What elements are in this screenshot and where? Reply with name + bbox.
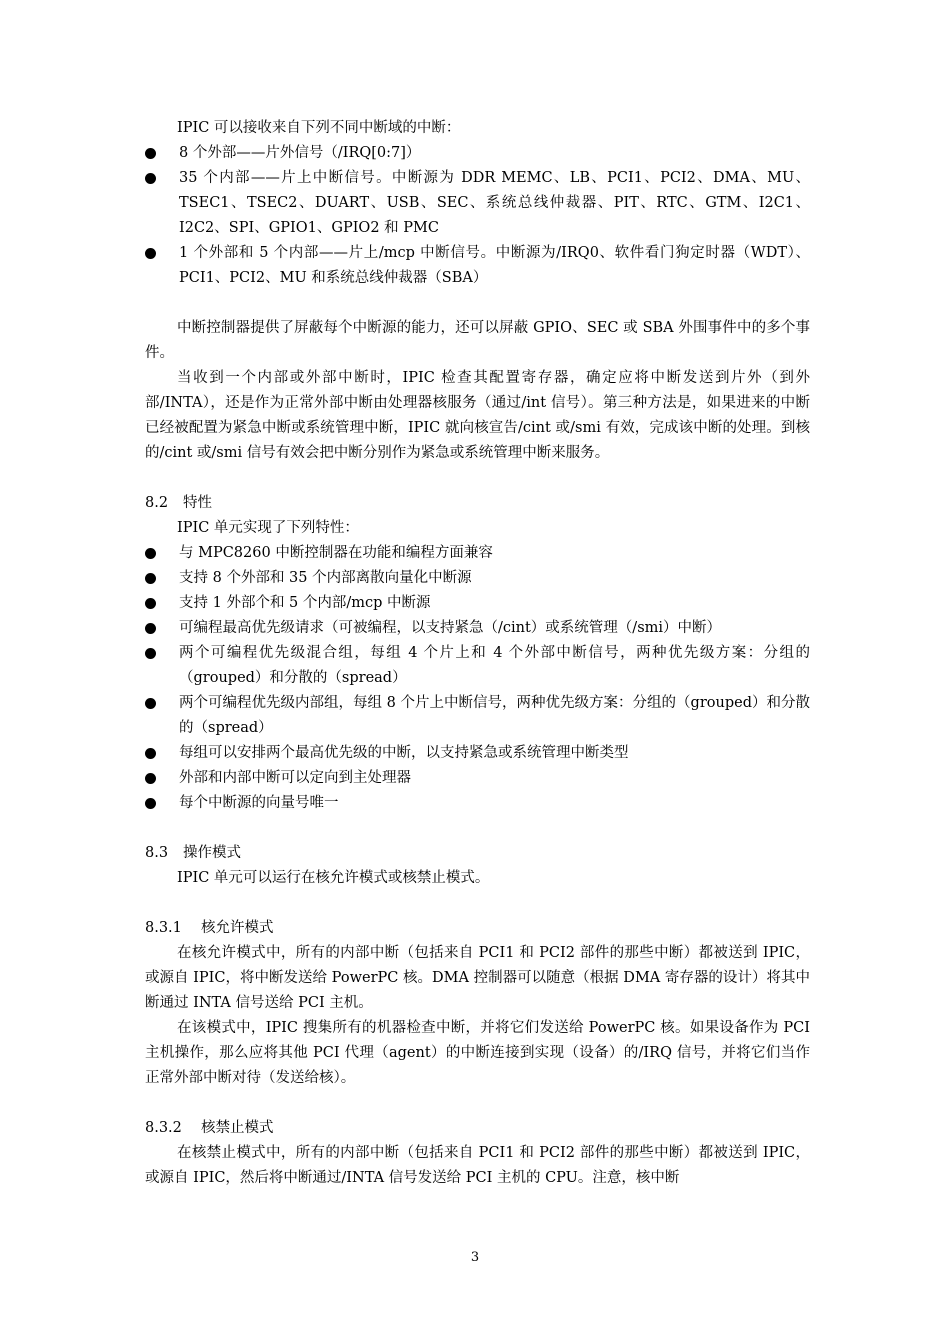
list-item: 两个可编程优先级混合组，每组 4 个片上和 4 个外部中断信号，两种优先级方案：分组的（grouped）和分散的（spread） (145, 641, 810, 691)
section-number: 8.3 (145, 845, 169, 861)
bullet-icon (145, 648, 156, 659)
intro-paragraph: IPIC 可以接收来自下列不同中断域的中断： (177, 120, 461, 136)
section-heading-8-2 (145, 491, 810, 516)
list-item: 两个可编程优先级内部组，每组 8 个片上中断信号，两种优先级方案：分组的（grouped）和分散的（spread） (145, 691, 810, 741)
bullet-icon (145, 798, 156, 809)
list-item: 支持 8 个外部和 35 个内部离散向量化中断源 (145, 566, 810, 591)
page-number: 3 (470, 1250, 480, 1265)
bullet-icon (145, 248, 156, 259)
list-item: 外部和内部中断可以定向到主处理器 (145, 766, 810, 791)
bullet-icon (145, 598, 156, 609)
bullet-icon (145, 748, 156, 759)
section-number: 8.3.2 (145, 1120, 182, 1136)
list-item: 与 MPC8260 中断控制器在功能和编程方面兼容 (145, 541, 810, 566)
section-heading-8-3-2 (145, 1116, 810, 1141)
list-item: 可编程最高优先级请求（可被编程，以支持紧急（/cint）或系统管理（/smi）中断） (145, 616, 810, 641)
core-enabled-paragraph-2: 在该模式中，IPIC 搜集所有的机器检查中断，并将它们发送给 PowerPC 核。如果设备作为 PCI 主机操作，那么应将其他 PCI 代理（agent）的中断连接到实现（设备）的/IRQ 信号，并将它们当作正常外部中断对待（发送给核）。 (145, 1020, 810, 1086)
bullet-icon (145, 698, 156, 709)
mask-paragraph: 中断控制器提供了屏蔽每个中断源的能力，还可以屏蔽 GPIO、SEC 或 SBA 外围事件中的多个事件。 (145, 320, 810, 361)
list-item: 8 个外部——片外信号（/IRQ[0:7]） (145, 141, 810, 166)
list-item: 每个中断源的向量号唯一 (145, 791, 810, 816)
bullet-icon (145, 773, 156, 784)
core-disabled-paragraph: 在核禁止模式中，所有的内部中断（包括来自 PCI1 和 PCI2 部件的那些中断）都被送到 IPIC，或源自 IPIC，然后将中断通过/INTA 信号发送给 PCI 主机的 CPU。注意，核中断 (145, 1145, 810, 1186)
section-heading-8-3-1 (145, 916, 810, 941)
core-enabled-paragraph-1: 在核允许模式中，所有的内部中断（包括来自 PCI1 和 PCI2 部件的那些中断）都被送到 IPIC，或源自 IPIC，将中断发送给 PowerPC 核。DMA 控制器可以随意（根据 DMA 寄存器的设计）将其中断通过 INTA 信号送给 PCI 主机。 (145, 945, 810, 1011)
bullet-icon (145, 173, 156, 184)
list-item: 35 个内部——片上中断信号。中断源为 DDR MEMC、LB、PCI1、PCI2、DMA、MU、TSEC1、TSEC2、DUART、USB、SEC、系统总线仲裁器、PIT、RTC、GTM、I2C1、I2C2、SPI、GPIO1、GPIO2 和 PMC (145, 166, 810, 241)
bullet-icon (145, 573, 156, 584)
list-item: 支持 1 外部个和 5 个内部/mcp 中断源 (145, 591, 810, 616)
section-title: 操作模式 (183, 845, 241, 861)
section-title: 核禁止模式 (201, 1120, 274, 1136)
features-intro: IPIC 单元实现了下列特性： (177, 520, 359, 536)
section-number: 8.3.1 (145, 920, 182, 936)
modes-intro: IPIC 单元可以运行在核允许模式或核禁止模式。 (177, 870, 490, 886)
section-title: 核允许模式 (201, 920, 274, 936)
section-heading-8-3 (145, 841, 810, 866)
list-item: 每组可以安排两个最高优先级的中断，以支持紧急或系统管理中断类型 (145, 741, 810, 766)
section-number: 8.2 (145, 495, 169, 511)
bullet-icon (145, 548, 156, 559)
bullet-icon (145, 623, 156, 634)
document-body (145, 116, 810, 1191)
interrupt-domain-list (145, 141, 810, 291)
features-list (145, 541, 810, 816)
list-item: 1 个外部和 5 个内部——片上/mcp 中断信号。中断源为/IRQ0、软件看门狗定时器（WDT）、PCI1、PCI2、MU 和系统总线仲裁器（SBA） (145, 241, 810, 291)
receive-paragraph: 当收到一个内部或外部中断时，IPIC 检查其配置寄存器，确定应将中断发送到片外（到外部/INTA），还是作为正常外部中断由处理器核服务（通过/int 信号）。第三种方法是，如果进来的中断已经被配置为紧急中断或系统管理中断，IPIC 就向核宣告/cint 或/smi 有效，完成该中断的处理。到核的/cint 或/smi 信号有效会把中断分别作为紧急或系统管理中断来服务。 (145, 370, 810, 461)
section-title: 特性 (183, 495, 212, 511)
bullet-icon (145, 148, 156, 159)
